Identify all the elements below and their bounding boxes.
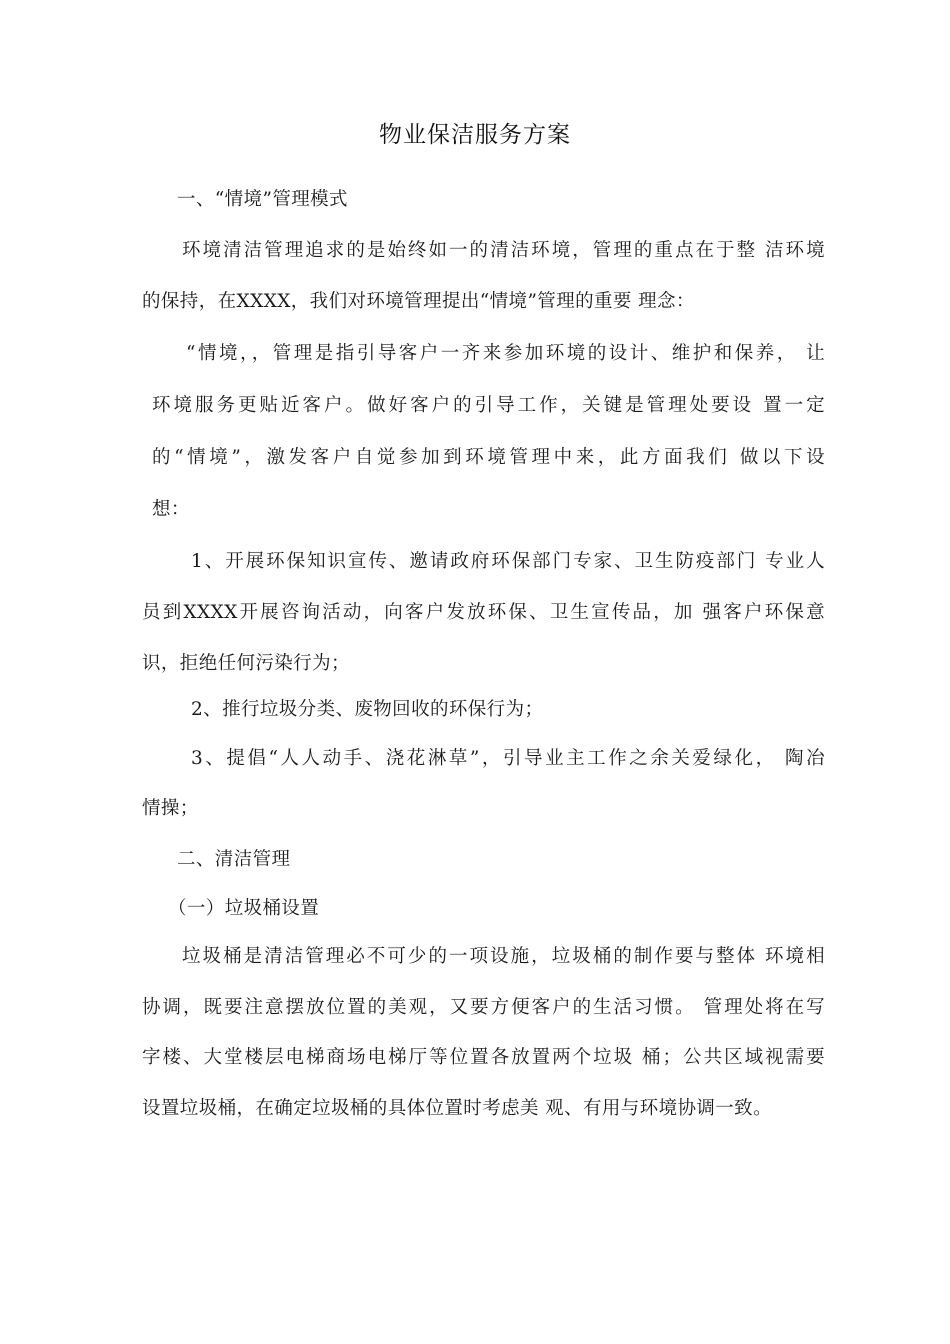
paragraph-line: 字楼、大堂楼层电梯商场电梯厅等位置各放置两个垃圾 桶；公共区域视需要 (142, 1047, 825, 1068)
list-item: 1、开展环保知识宣传、邀请政府环保部门专家、卫生防疫部门 专业人 (191, 551, 825, 572)
list-item-line: 识，拒绝任何污染行为； (142, 653, 350, 674)
paragraph-line: 的保持，在XXXX，我们对环境管理提出“情境”管理的重要 理念： (142, 291, 695, 312)
paragraph-line: 环境服务更贴近客户。做好客户的引导工作，关键是管理处要设 置一定 (152, 395, 825, 416)
paragraph-line: 设置垃圾桶，在确定垃圾桶的具体位置时考虑美 观、有用与环境协调一致。 (142, 1098, 772, 1119)
paragraph-line: 想： (152, 499, 190, 520)
list-item: 3、提倡“人人动手、浇花淋草”，引导业主工作之余关爱绿化， 陶冶 (191, 748, 825, 769)
list-item-line: 员到XXXX开展咨询活动，向客户发放环保、卫生宣传品，加 强客户环保意 (142, 602, 825, 623)
paragraph-line: 环境清洁管理追求的是始终如一的清洁环境，管理的重点在于整 洁环境 (182, 240, 825, 261)
document-title: 物业保洁服务方案 (379, 122, 571, 148)
list-item: 2、推行垃圾分类、废物回收的环保行为； (191, 699, 544, 720)
paragraph-line: “情境，，管理是指引导客户一齐来参加环境的设计、维护和保养， 让 (186, 343, 825, 364)
list-item-line: 情操； (142, 798, 199, 819)
paragraph-line: 垃圾桶是清洁管理必不可少的一项设施，垃圾桶的制作要与整体 环境相 (182, 946, 825, 967)
subsection-heading: （一）垃圾桶设置 (168, 898, 320, 919)
section-heading: 二、清洁管理 (177, 849, 291, 870)
section-heading: 一、“情境”管理模式 (177, 189, 348, 210)
paragraph-line: 的“情境”，激发客户自觉参加到环境管理中来，此方面我们 做以下设 (152, 447, 825, 468)
paragraph-line: 协调，既要注意摆放位置的美观，又要方便客户的生活习惯。 管理处将在写 (142, 997, 825, 1018)
